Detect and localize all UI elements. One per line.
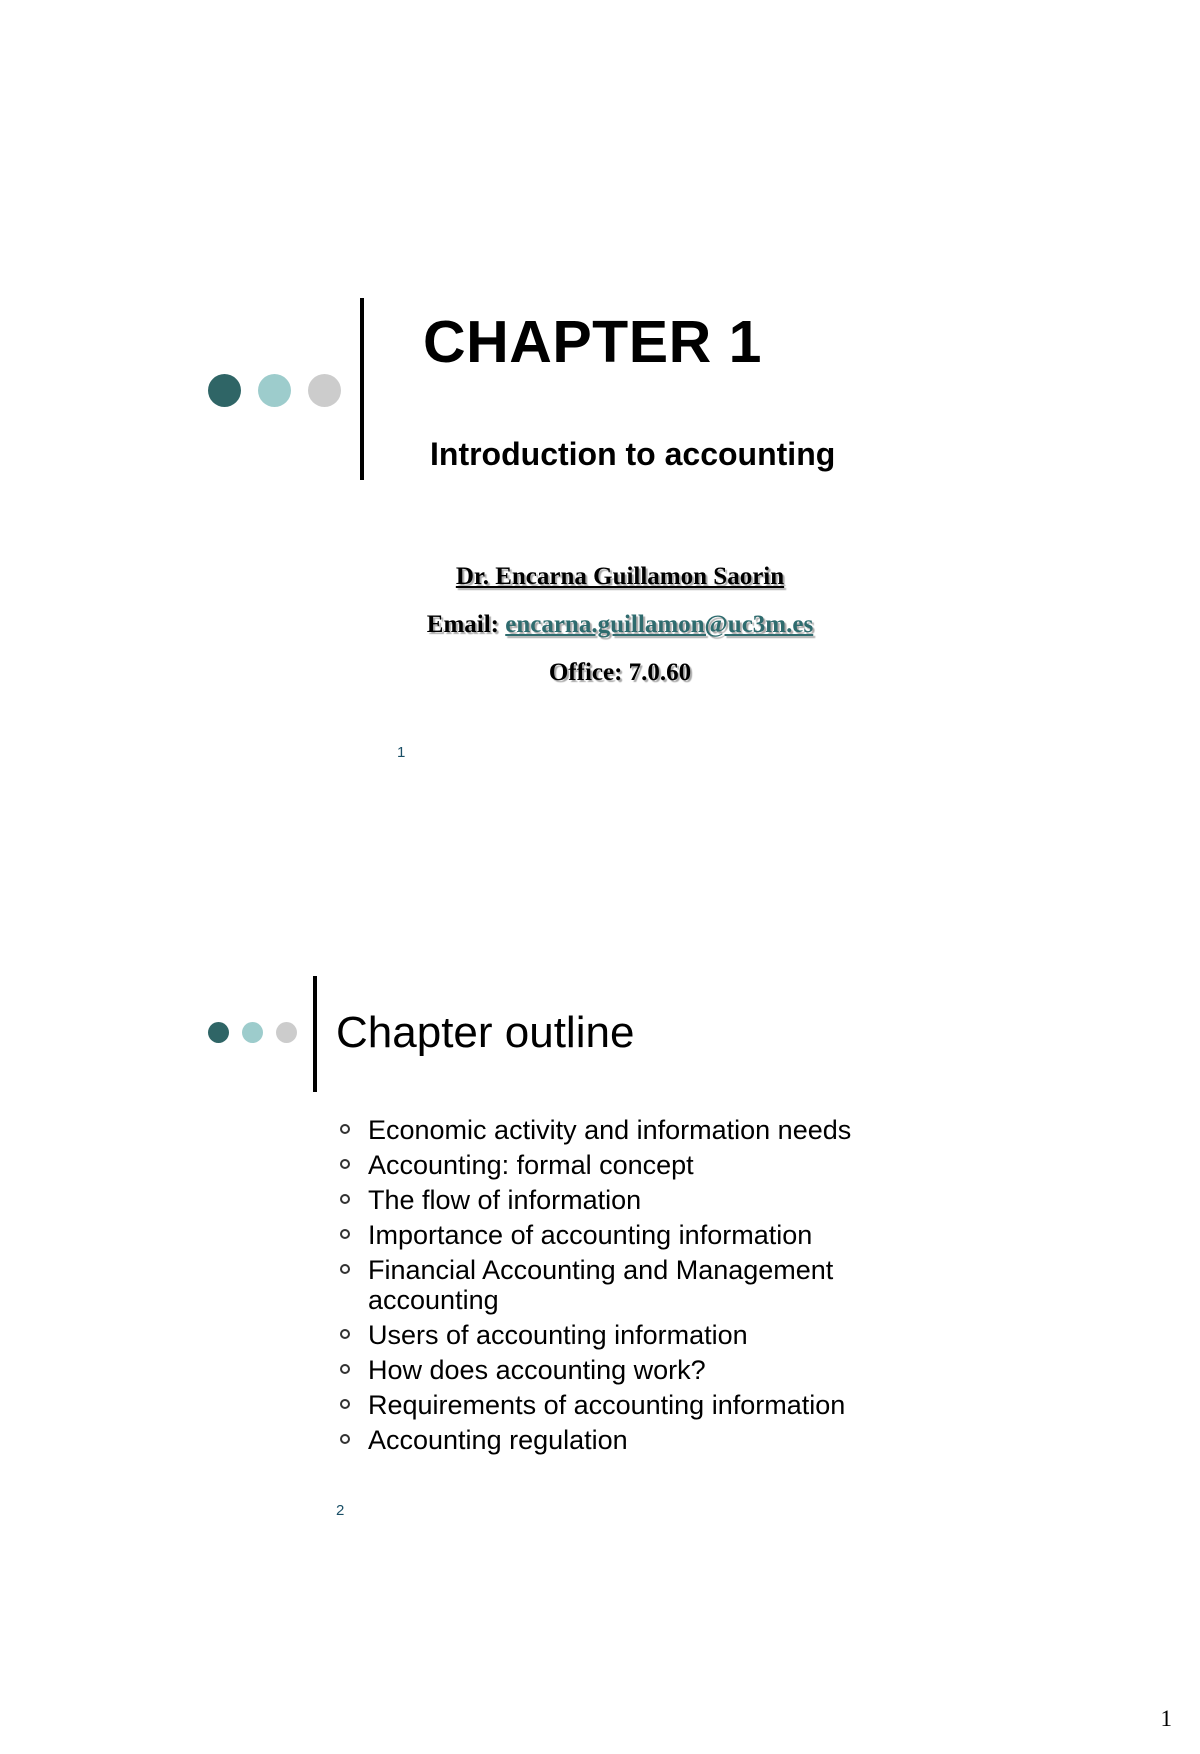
outline-item-text: Requirements of accounting information: [368, 1390, 846, 1420]
email-link[interactable]: encarna.guillamon@uc3m.es: [505, 611, 814, 638]
circle-bullet-icon: [340, 1399, 350, 1409]
slide-2-number: 2: [336, 1502, 345, 1519]
outline-item: [338, 1320, 908, 1350]
outline-item: [338, 1255, 908, 1315]
outline-item-text: How does accounting work?: [368, 1355, 706, 1385]
circle-bullet-icon: [340, 1329, 350, 1339]
slide-2-title: Chapter outline: [336, 1008, 635, 1057]
dot-grey-icon: [276, 1022, 297, 1043]
outline-item-text: Financial Accounting and Management accounting: [368, 1255, 834, 1315]
outline-item-text: Users of accounting information: [368, 1320, 748, 1350]
outline-item: [338, 1390, 908, 1420]
slide-1-subtitle: Introduction to accounting: [430, 436, 836, 472]
circle-bullet-icon: [340, 1194, 350, 1204]
email-label: Email:: [426, 611, 506, 638]
circle-bullet-icon: [340, 1434, 350, 1444]
outline-item-text: Economic activity and information needs: [368, 1115, 852, 1145]
dot-dark-icon: [208, 374, 241, 407]
outline-item: [338, 1355, 908, 1385]
outline-item-text: Accounting regulation: [368, 1425, 628, 1455]
outline-item: [338, 1150, 908, 1180]
dot-light-icon: [242, 1022, 263, 1043]
page-number: 1: [1160, 1706, 1172, 1731]
circle-bullet-icon: [340, 1264, 350, 1274]
outline-item: [338, 1115, 908, 1145]
slide-1-number: 1: [397, 744, 406, 761]
title-divider: [360, 298, 364, 480]
office-info: Office: 7.0.60: [548, 659, 692, 686]
circle-bullet-icon: [340, 1364, 350, 1374]
circle-bullet-icon: [340, 1124, 350, 1134]
slide-1-title: CHAPTER 1: [423, 309, 762, 375]
email-line: [0, 611, 1200, 639]
outline-item-text: The flow of information: [368, 1185, 642, 1215]
circle-bullet-icon: [340, 1159, 350, 1169]
circle-bullet-icon: [340, 1229, 350, 1239]
title-divider: [313, 976, 317, 1092]
dot-dark-icon: [208, 1022, 229, 1043]
outline-item-text: Importance of accounting information: [368, 1220, 813, 1250]
author-name: Dr. Encarna Guillamon Saorin: [455, 563, 785, 590]
outline-item: [338, 1185, 908, 1215]
chapter-outline-list: [338, 1115, 908, 1460]
dot-light-icon: [258, 374, 291, 407]
outline-item: [338, 1220, 908, 1250]
dot-grey-icon: [308, 374, 341, 407]
outline-item-text: Accounting: formal concept: [368, 1150, 694, 1180]
outline-item: [338, 1425, 908, 1455]
